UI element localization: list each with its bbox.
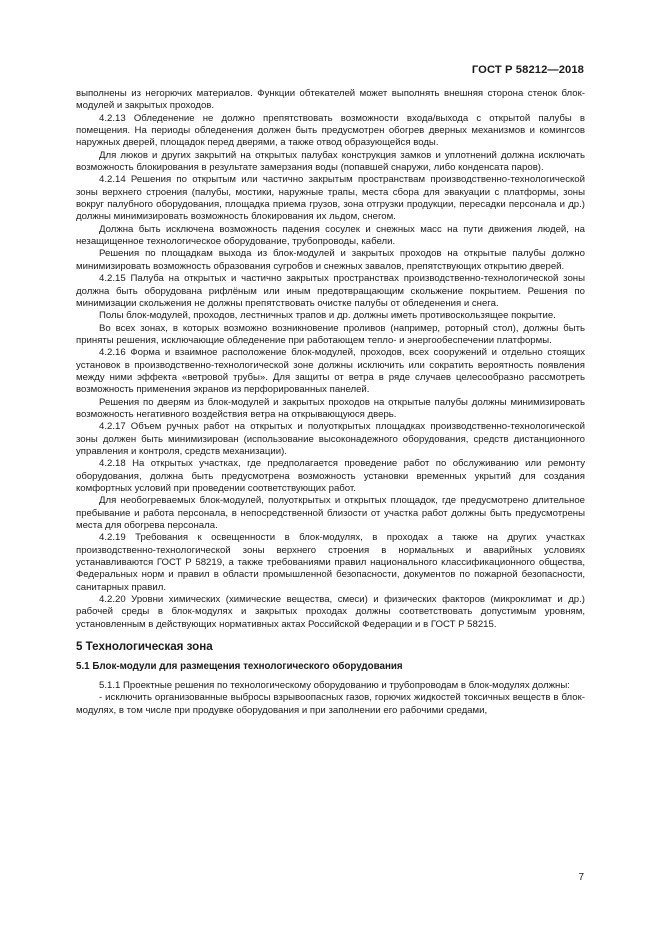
clause-4-2-18: 4.2.18 На открытых участках, где предполагается проведение работ по обслуживанию или ремонту оборудования, должна быть предусмотрена возможность установки временных укрытий для создания комфортных условий при проведении соответствующих работ. — [76, 458, 585, 494]
paragraph-heating-places: Для необогреваемых блок-модулей, полуоткрытых и открытых площадок, где предусмотрено длительное пребывание и работа персонала, в непосредственной близости от участка работ должны быть предусмотрены места для обогрева персонала. — [76, 495, 585, 532]
document-body — [76, 88, 585, 717]
paragraph-hatches: Для люков и других закрытий на открытых палубах конструкция замков и уплотнений должна исключать возможность блокирования в результате замерзания воды (попавшей снаружи, либо конденсата паров). — [76, 149, 585, 174]
paragraph-floors: Полы блок-модулей, проходов, лестничных трапов и др. должны иметь противоскользящее покрытие. — [99, 310, 556, 322]
paragraph-continuation: выполнены из негорючих материалов. Функции обтекателей может выполнять внешняя сторона стенок блок-модулей и закрытых проходов. — [76, 88, 585, 112]
clause-4-2-20: 4.2.20 Уровни химических (химические вещества, смеси) и физических факторов (микроклимат и др.) рабочей среды в блок-модулях и закрытых проходах должны соответствовать допустимым уровням, установленным в действующих нормативных актах Российской Федерации и в ГОСТ Р 58215. — [76, 594, 585, 630]
clause-4-2-17: 4.2.17 Объем ручных работ на открытых и полуоткрытых площадках производственно-технологической зоны должен быть минимизирован (использование высоконадежного оборудования, средств дистанционного управления и контроля, средств механизации). — [76, 421, 585, 457]
paragraph-doors-wind: Решения по дверям из блок-модулей и закрытых проходов на открытые палубы должны минимизировать возможность негативного воздействия ветра на открывающуюся дверь. — [76, 396, 585, 420]
section-heading: 5 Технологическая зона — [76, 640, 213, 654]
clause-4-2-13: 4.2.13 Обледенение не должно препятствовать возможности входа/выхода с открытой палубы в помещения. На периоды обледенения должен быть предусмотрен обогрев дверных механизмов и комингсов наружных дверей, площадок перед дверями, а также отвод образующейся воды. — [76, 112, 585, 149]
page-number: 7 — [578, 872, 584, 883]
subsection-heading: 5.1 Блок-модули для размещения технологического оборудования — [76, 661, 403, 673]
clause-4-2-14: 4.2.14 Решения по открытым или частично закрытым пространствам производственно-технологической зоны верхнего строения (палубы, мостики, наружные трапы, места сбора для эвакуации с платформы, зоны вокруг палубного оборудования, площадка приема грузов, зона отгрузки продукции, пересадки персонала и др.) должны минимизировать возможность блокирования их льдом, снегом. — [76, 174, 585, 223]
list-item: - исключить организованные выбросы взрывоопасных газов, горючих жидкостей токсичных веществ в блок-модулях, в том числе при продувке оборудования и при заполнении его рабочими средами, — [76, 692, 585, 716]
clause-4-2-19: 4.2.19 Требования к освещенности в блок-модулях, в проходах а также на других участках производственно-технологической зоны верхнего строения в нормальных и аварийных условиях устанавливаются ГОСТ Р 58219, а также требованиями правил национального классификационного общества, Федеральных норм и правил в области промышленной безопасности, документов по пожарной безопасности, санитарных правил. — [76, 532, 585, 593]
clause-4-2-15: 4.2.15 Палуба на открытых и частично закрытых пространствах производственно-технологической зоны должна быть оборудована рифлёным или иным предотвращающим скольжение покрытием. Решения по минимизации скольжения не должны препятствовать очистке палубы от обледенения и снега. — [76, 273, 585, 309]
clause-4-2-16: 4.2.16 Форма и взаимное расположение блок-модулей, проходов, всех сооружений и отдельно стоящих установок в производственно-технологической зоне должны исключить или сократить вероятность появления между ними эффекта «ветровой трубы». Для защиты от ветра в ряде случаев целесообразно рассмотреть возможность применения экранов из перфорированных панелей. — [76, 347, 585, 396]
clause-5-1-1: 5.1.1 Проектные решения по технологическому оборудованию и трубопроводам в блок-модулях должны: — [99, 679, 570, 691]
paragraph-icicles: Должна быть исключена возможность падения сосулек и снежных масс на пути движения людей, на незащищенное технологическое оборудование, трубопроводы, кабели. — [76, 223, 585, 248]
paragraph-exit-areas: Решения по площадкам выхода из блок-модулей и закрытых проходов на открытые палубы должно минимизировать возможность образования сугробов и снежных завалов, препятствующих открытию дверей. — [76, 248, 585, 272]
paragraph-spills: Во всех зонах, в которых возможно возникновение проливов (например, роторный стол), должны быть приняты решения, исключающие обледенение при работающем тепло- и энергообеспечении платформы. — [76, 322, 585, 346]
document-code-header: ГОСТ Р 58212—2018 — [471, 64, 584, 76]
